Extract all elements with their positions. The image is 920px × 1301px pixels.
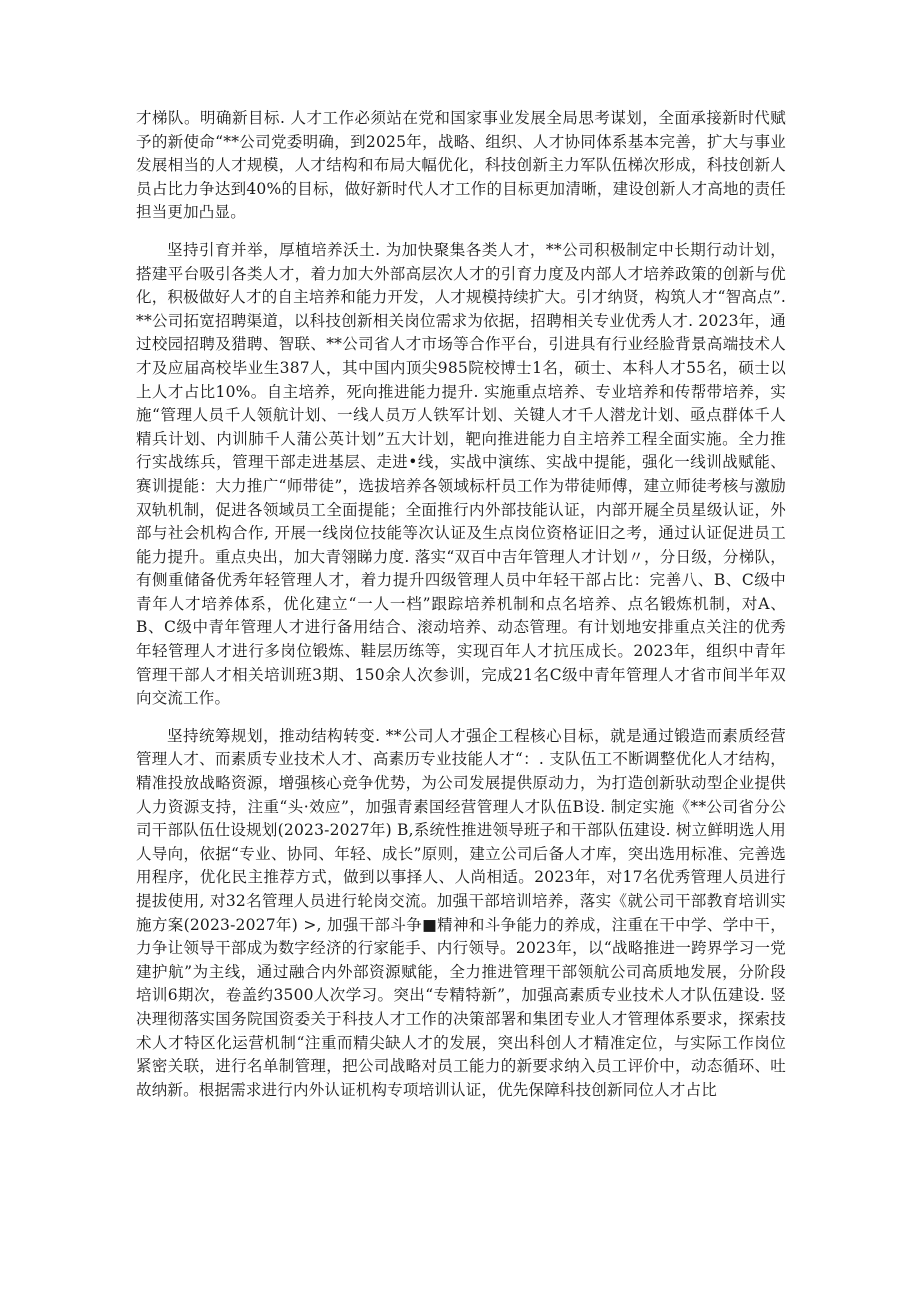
paragraph-talent-cultivation: 坚持引育并举，厚植培养沃土. 为加快聚集各类人才，**公司积极制定中长期行动计划，搭建平台吸引各类人才，着力加大外部高层次人才的引育力度及内部人才培养政策的创新与优化，积极做好人才的自主培养和能力开发，人才规模持续扩大。引才纳贤，构筑人才“智高点”. **公司拓宽招聘渠道，以科技创新相关岗位需求为依据，招聘相关专业优秀人才. 2023年，通过校园招聘及猎聘、智联、**公司省人才市场等合作平台，引进具有行业经脸背景高端技术人才及应届高校毕业生387人，其中国内顶尖985院校博士1名，硕士、本科人才55名，硕士以上人才占比10%。自主培养，死向推进能力提升. 实施重点培养、专业培养和传帮带培养，实施“管理人员千人领航计划、一线人员万人铁军计划、关键人才千人潜龙计划、亟点群体千人精兵计划、内训肺千人蒲公英计划”五大计划，靶向推进能力自主培养工程全面实施。全力推行实战练兵，管理干部走进基层、走进•线，实战中演练、实战中提能，强化一线训战赋能、赛训提能：大力推广“师带徒”，选拔培养各领域标杆员工作为带徒师傅，建立师徒考核与激励双轨机制，促进各领域员工全面提能；全面推行内外部技能认证，内部开屣全员星级认证，外部与社会机构合作, 开展一线岗位技能等次认证及生点岗位资格证旧之考，通过认证促进员工能力提升。重点央出，加大青翎睇力度. 落实“双百中吉年管理人才计划〃，分日级，分梯队，有侧重储备优秀年轻管理人才，着力提升四级管理人员中年轻干部占比：完善八、B、C级中青年人才培养体系，优化建立“一人一档”跟踪培养机制和点名培养、点名锻炼机制，对A、B、C级中青年管理人才进行备用结合、滚动培养、动态管理。有计划地安排重点关注的优秀年轻管理人才进行多岗位锻炼、鞋层历练等，实现百年人才抗压成长。2023年，组织中青年管理干部人才相关培训班3期、150余人次参训，完成21名C级中青年管理人才省市间半年双向交流工作。	[136, 240, 792, 708]
document-page	[136, 107, 792, 1116]
paragraph-talent-goals: 才梯队。明确新目标. 人才工作必须站在党和国家事业发展全局思考谋划，全面承接新时代赋予的新使命“**公司党委明确，到2025年，战略、组织、人才协同体系基本完善，扩大与事业发展相当的人才规模，人才结构和布局大幅优化，科技创新主力军队伍梯次形成，科技创新人员占比力争达到40%的目标，做好新时代人才工作的目标更加清晰，建设创新人才高地的责任担当更加凸显。	[136, 109, 786, 222]
paragraph-structure-planning: 坚持统筹规划，推动结构转变. **公司人才强企工程核心目标，就是通过锻造而素质经营管理人才、而素质专业技术人才、高素历专业技能人才“：. 支队伍工不断调整优化人才结构，精准投放战略资源，增强核心竞争优势，为公司发展提供原动力，为打造创新驮动型企业提供人力资源支持，注重“头·效应”，加强青素国经营管理人才队伍B设. 制定实施《**公司省分公司干部队伍仕设规划(2023-2027年) B,系统性推进领导班子和干部队伍建设. 树立鲜明选人用人导向，依据“专业、协同、年轻、成长”原则，建立公司后备人才库，突出选用标准、完善选用程序，优化民主推荐方式，做到以事择人、人尚相适。2023年，对17名优秀管理人员进行提拔使用, 对32名管理人员进行轮岗交流。加强干部培训培养，落实《就公司干部教育培训实施方案(2023-2027年) >, 加强干部斗争■精神和斗争能力的养成，注重在干中学、学中干，力争让领导干部成为数字经济的行家能手、内行领导。2023年，以“战略推进一跨界学习一党建护航”为主线，通过融合内外部资源赋能，全力推进管理干部领航公司高质地发展，分阶段培训6期次，卷盖约3500人次学习。突出“专精特新”，加强高素质专业技术人才队伍建设. 竖决理彻落实国务院国资委关于科技人才工作的决策部署和集团专业人才管理体系要求，探索技术人才特区化运营机制“注重而精尖缺人才的发展，突出科创人才精准定位，与实际工作岗位紧密关联，进行名单制管理，把公司战略对员工能力的新要求纳入员工评价中，动态循环、吐故纳新。根据需求进行内外认证机构专项培训认证，优先保障科技创新同位人才占比	[136, 726, 786, 1099]
